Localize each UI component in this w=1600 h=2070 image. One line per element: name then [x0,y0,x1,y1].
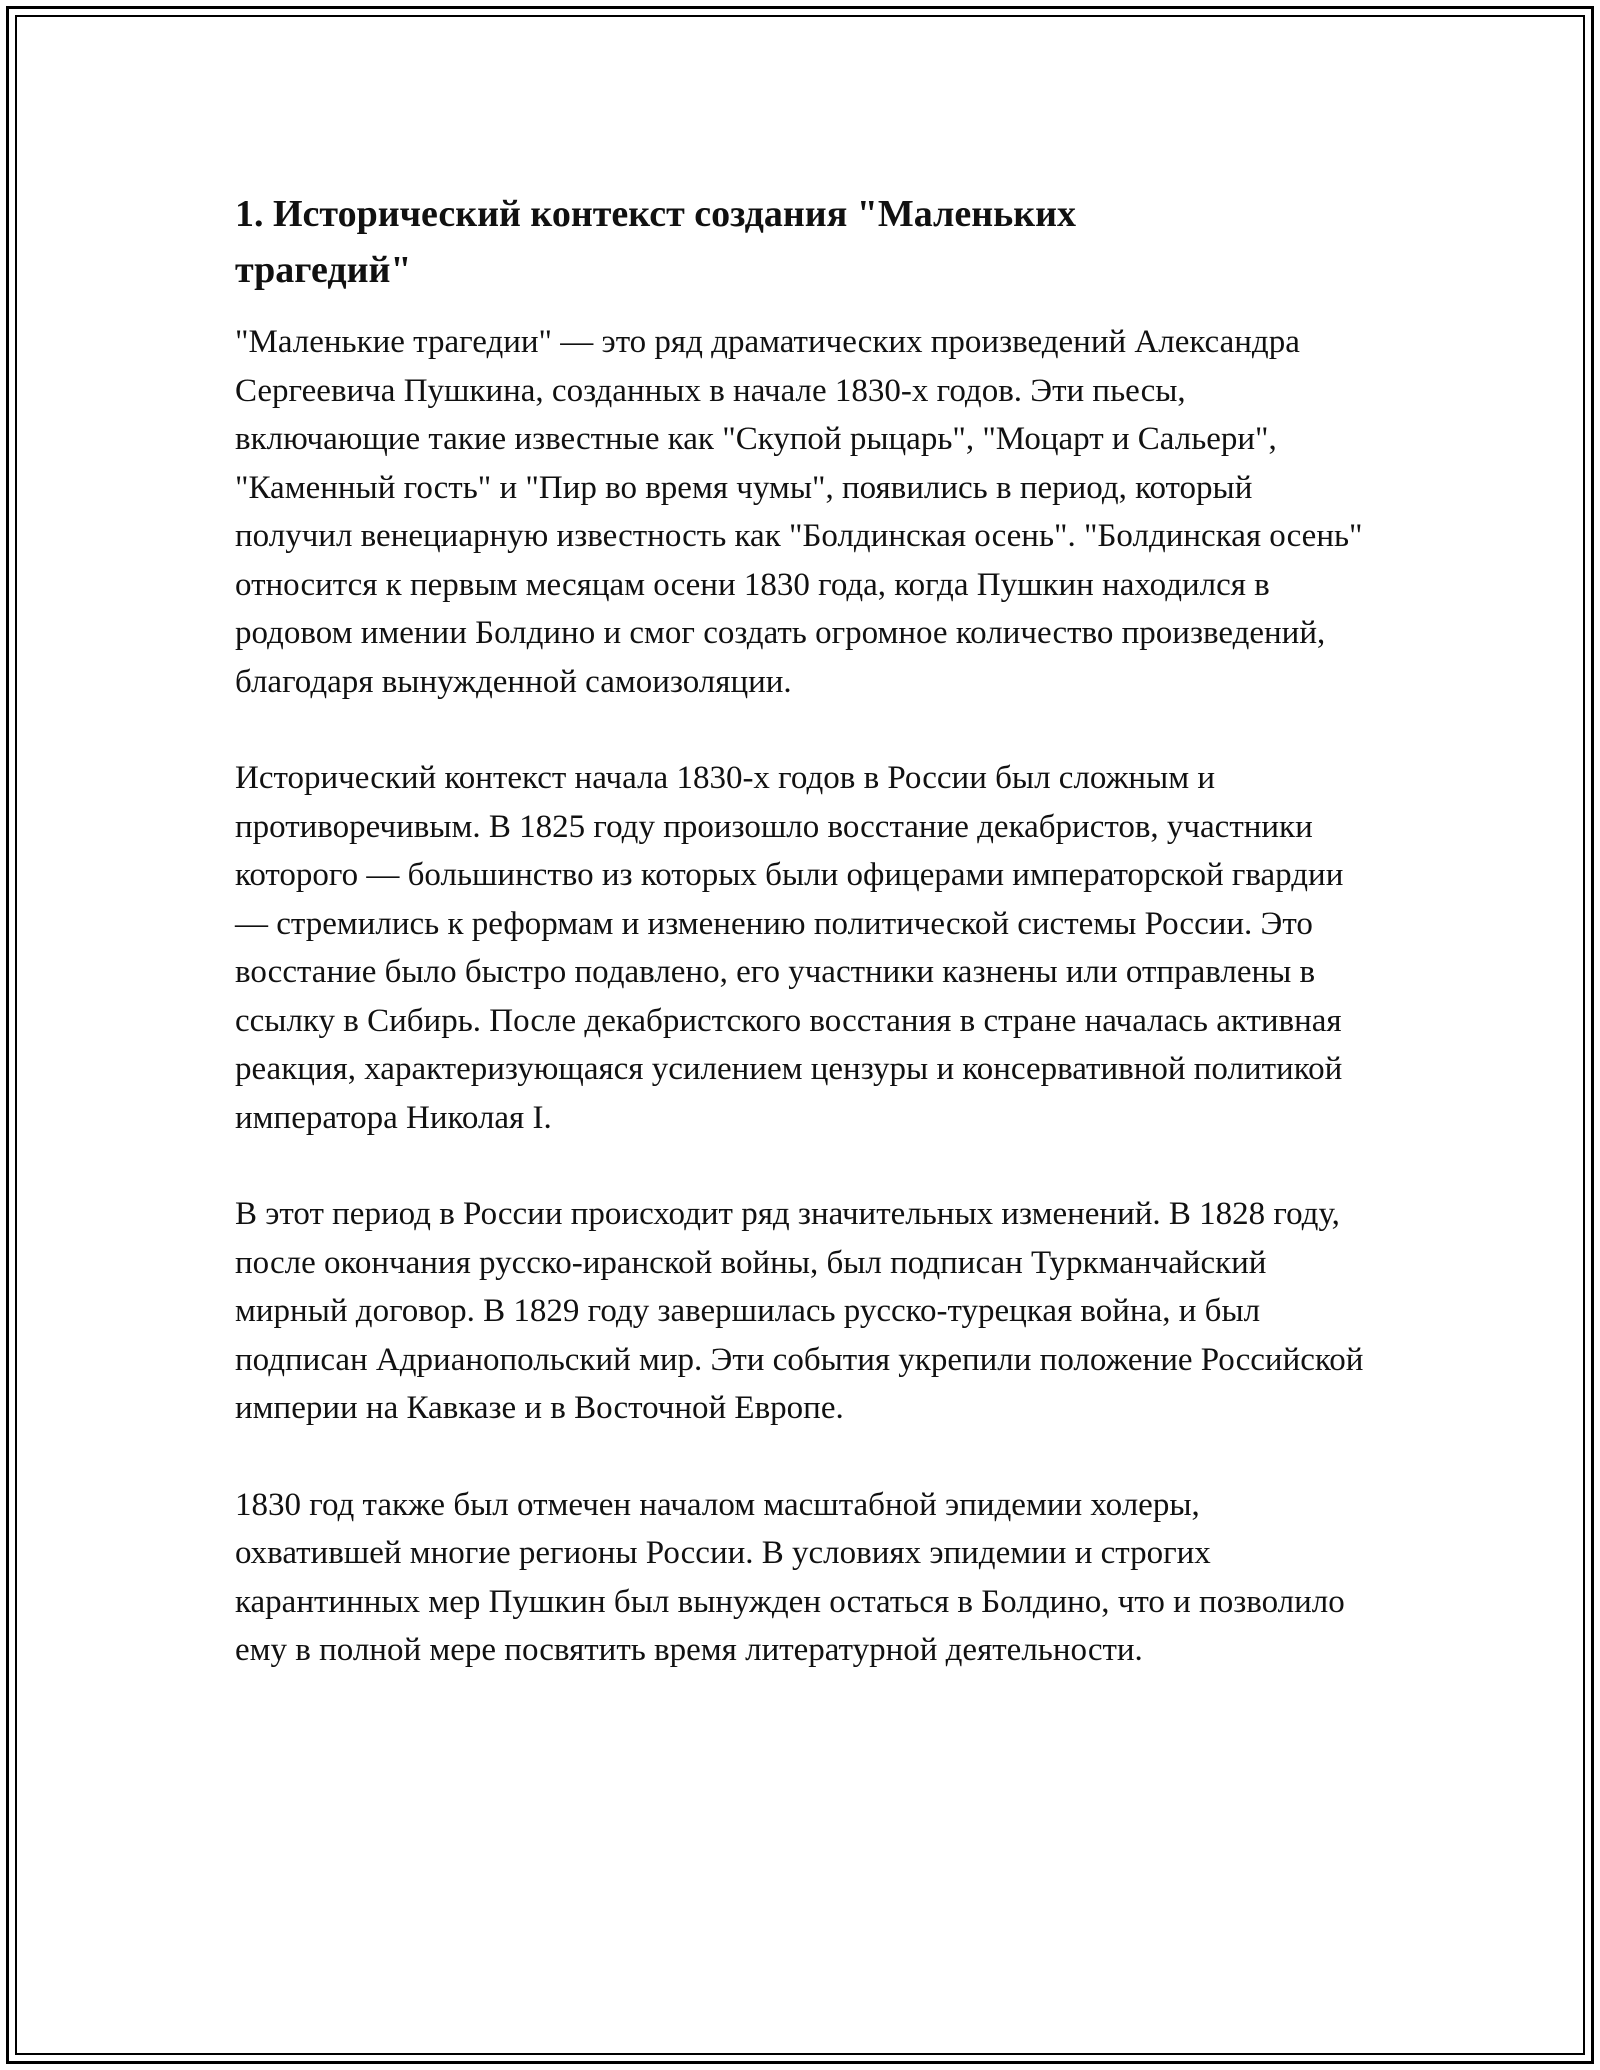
paragraph-4: 1830 год также был отмечен началом масштабной эпидемии холеры, охватившей многие регионы России. В условиях эпидемии и строгих карантинных мер Пушкин был вынужден остаться в Болдино, что и позволило ему в полной мере посвятить время литературной деятельности. [235,1486,1345,1668]
paragraph-1: "Маленькие трагедии" — это ряд драматических произведений Александра Сергеевича Пушкина, созданных в начале 1830-х годов. Эти пьесы, включающие такие известные как "Скупой рыцарь", "Моцарт и Сальери", "Каменный гость" и "Пир во время чумы", появились в период, который получил венециарную известность как "Болдинская осень". "Болдинская осень" относится к первым месяцам осени 1830 года, когда Пушкин находился в родовом имении Болдино и смог создать огромное количество произведений, благодаря вынужденной самоизоляции. [235,324,1363,700]
section-heading: 1. Исторический контекст создания "Маленьких трагедий" [235,193,1077,291]
document-body [235,186,1365,1723]
paragraph-2: Исторический контекст начала 1830-х годов в России был сложным и противоречивым. В 1825 году произошло восстание декабристов, участники которого — большинство из которых были офицерами императорской гвардии — стремились к реформам и изменению политической системы России. Это восстание было быстро подавлено, его участники казнены или отправлены в ссылку в Сибирь. После декабристского восстания в стране началась активная реакция, характеризующаяся усилением цензуры и консервативной политикой императора Николая I. [235,760,1344,1136]
paragraph-3: В этот период в России происходит ряд значительных изменений. В 1828 году, после окончания русско-иранской войны, был подписан Туркманчайский мирный договор. В 1829 году завершилась русско-турецкая война, и был подписан Адрианопольский мир. Эти события укрепили положение Российской империи на Кавказе и в Восточной Европе. [235,1196,1364,1426]
